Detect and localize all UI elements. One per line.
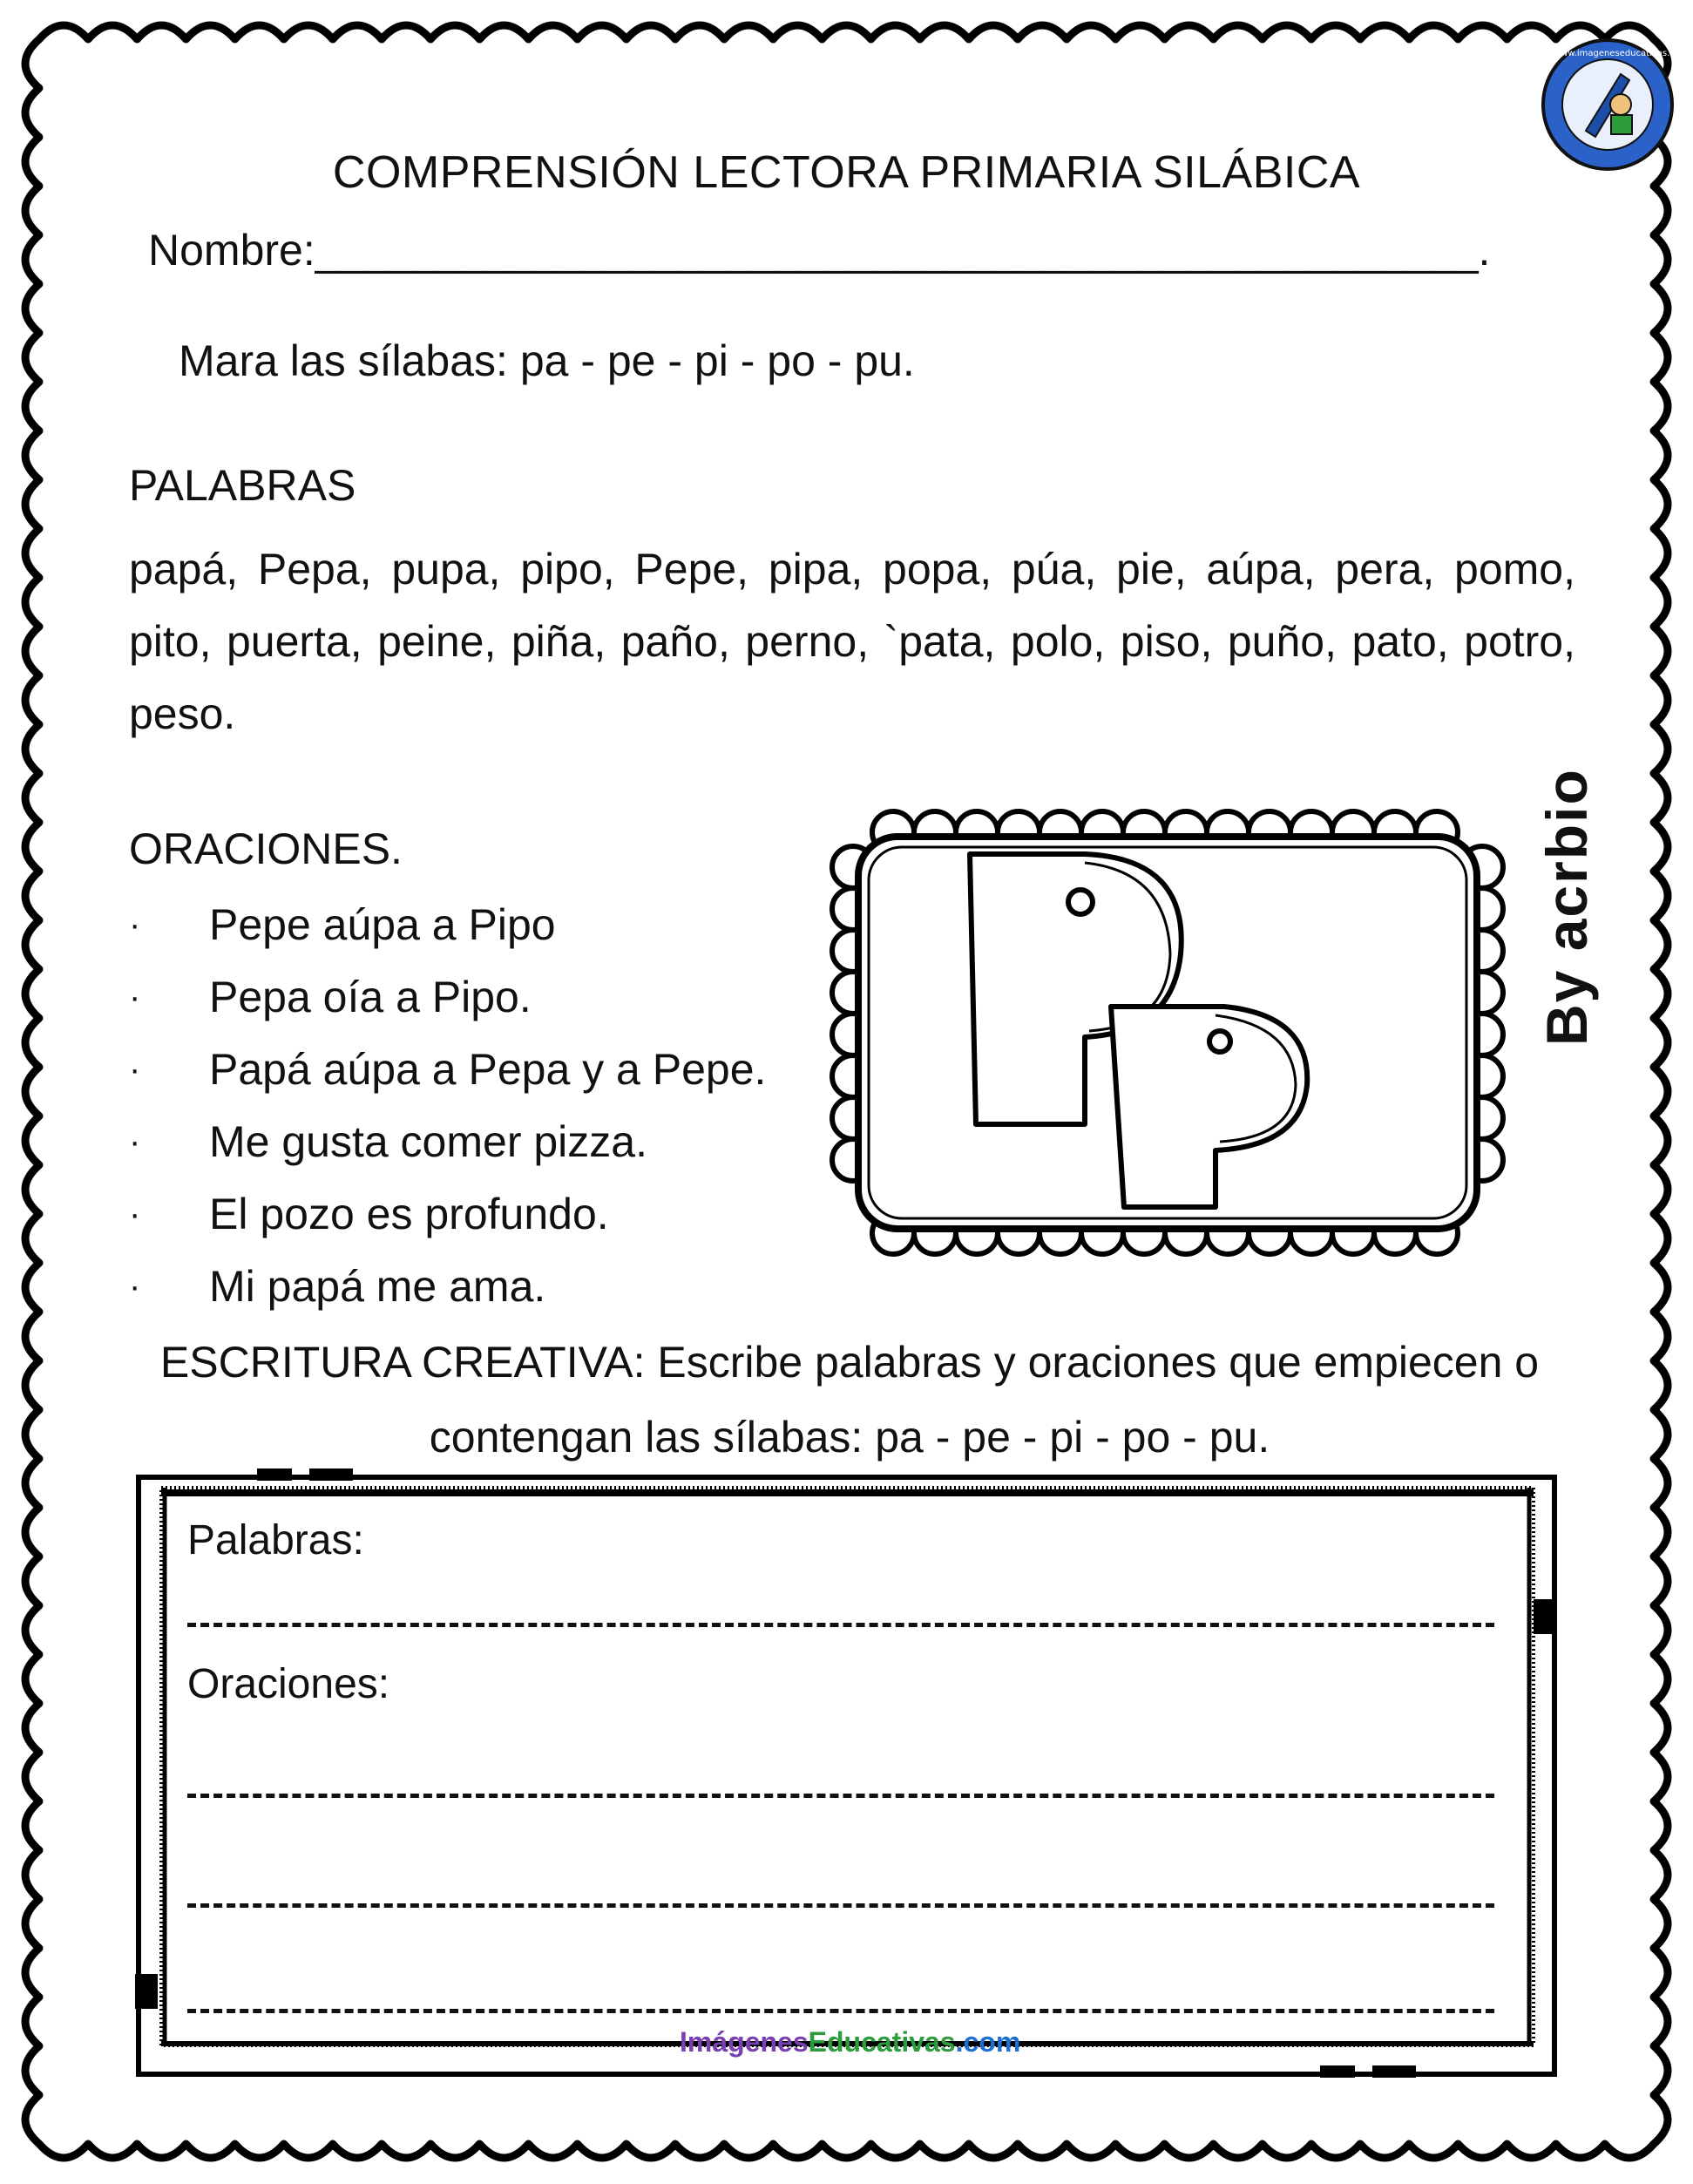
syllables-instruction: Mara las sílabas: pa - pe - pi - po - pu. [179,336,915,385]
oraciones-heading: ORACIONES. [129,824,403,873]
name-label: Nombre: [148,226,315,275]
bullet: · [129,1195,141,1233]
sentence-item [129,1251,766,1323]
oraciones-write-line-2[interactable] [187,1903,1494,1908]
name-blank[interactable]: ________________________________________________. [315,226,1491,275]
bullet: · [129,905,141,944]
oraciones-field-label: Oraciones: [187,1661,390,1707]
sentence-item [129,1178,766,1251]
page-title: COMPRENSIÓN LECTORA PRIMARIA SILÁBICA [332,147,1361,198]
sentence-text: Mi papá me ama. [209,1262,546,1311]
name-field-row [148,225,1490,275]
sentence-item [129,889,766,961]
site-credit [680,2026,1020,2059]
bullet: · [129,1267,141,1306]
credit-part-1: Imágenes [680,2026,809,2058]
sentence-item [129,1034,766,1106]
creative-text: Escribe palabras y oraciones que empiecen o contengan las sílabas: pa - pe - pi - po - pu. [429,1338,1540,1462]
word-list: papá, Pepa, pupa, pipo, Pepe, pipa, popa, púa, pie, aúpa, pera, pomo, pito, puerta, peine, piña, paño, perno, `pata, polo, piso, puño, pato, potro, peso. [129,545,1575,738]
author-signature: By acrbio [1534,768,1599,1046]
sentence-text: Me gusta comer pizza. [209,1117,647,1166]
palabras-heading: PALABRAS [129,461,356,510]
sentence-item [129,961,766,1034]
letter-p-card [823,797,1512,1268]
oraciones-write-line-1[interactable] [187,1794,1494,1798]
creative-writing-prompt [126,1325,1573,1475]
palabras-write-line[interactable] [187,1623,1494,1627]
sentence-text: Papá aúpa a Pepa y a Pepe. [209,1045,767,1094]
bullet: · [129,978,141,1016]
credit-part-2: Educativas [808,2026,956,2058]
sentence-text: Pepe aúpa a Pipo [209,900,556,949]
sentence-item [129,1106,766,1178]
creative-label: ESCRITURA CREATIVA: [159,1338,646,1387]
sentence-text: El pozo es profundo. [209,1190,609,1238]
logo-text: http://www.imageneseducativas.com [1527,49,1689,58]
credit-part-3: .com [955,2026,1021,2058]
bullet: · [129,1123,141,1161]
bullet: · [129,1050,141,1089]
palabras-field-label: Palabras: [187,1517,364,1563]
sentence-list [129,889,766,1323]
sentence-text: Pepa oía a Pipo. [209,973,532,1021]
oraciones-write-line-3[interactable] [187,2009,1494,2013]
